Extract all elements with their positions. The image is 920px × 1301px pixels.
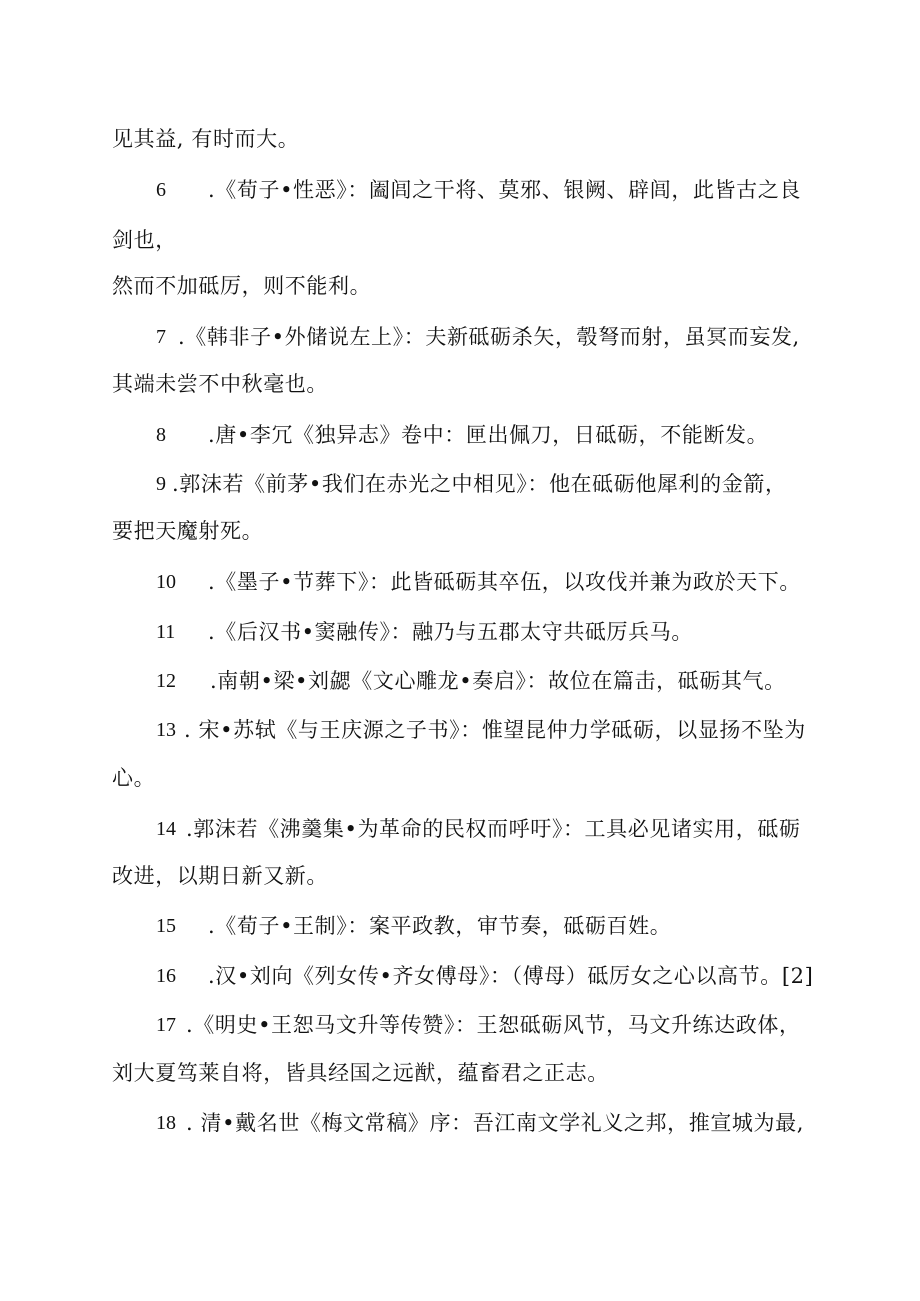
text-line: 心。	[112, 766, 156, 790]
item-text: .南朝•梁•刘勰《文心雕龙•奏启》：故位在篇击，砥砺其气。	[210, 669, 786, 693]
item-text: .《墨子•节葬下》：此皆砥砺其卒伍，以攻伐并兼为政於天下。	[208, 570, 801, 594]
text-line: 刘大夏笃莱自将，皆具经国之远猷，蕴畜君之正志。	[112, 1061, 609, 1085]
text-line: 见其益, 有时而大。	[112, 127, 300, 151]
text-line: 然而不加砥厉，则不能利。	[112, 274, 372, 298]
item-text: .唐•李冗《独异志》卷中：匣出佩刀，日砥砺，不能断发。	[208, 423, 769, 447]
item-text: .《荀子•王制》：案平政教，审节奏，砥砺百姓。	[208, 914, 672, 938]
item-text: .《韩非子•外储说左上》：夫新砥砺杀矢，彀弩而射，虽冥而妄发,	[178, 325, 800, 349]
item-number: 18	[156, 1112, 176, 1134]
text-line: 其端未尝不中秋毫也。	[112, 372, 328, 396]
text-line: 改进，以期日新又新。	[112, 864, 328, 888]
text-line: 剑也，	[112, 228, 177, 252]
item-number: 9	[156, 473, 166, 495]
text-line: 要把天魔射死。	[112, 519, 264, 543]
item-number: 11	[156, 621, 176, 643]
item-text: .《后汉书•窦融传》：融乃与五郡太守共砥厉兵马。	[208, 620, 693, 644]
item-number: 13	[156, 719, 176, 741]
item-number: 17	[156, 1014, 176, 1036]
item-number: 10	[156, 571, 176, 593]
item-text: .《明史•王恕马文升等传赞》：王恕砥砺风节，马文升练达政体，	[186, 1013, 801, 1037]
item-number: 7	[156, 326, 166, 348]
item-number: 16	[156, 965, 176, 987]
item-number: 14	[156, 818, 176, 840]
item-text: . 宋•苏轼《与王庆源之子书》：惟望昆仲力学砥砺，以显扬不坠为	[184, 718, 806, 742]
item-number: 15	[156, 915, 176, 937]
item-text: .郭沫若《沸羹集•为革命的民权而呼吁》：工具必见诸实用，砥砺	[186, 817, 801, 841]
item-number: 12	[156, 670, 176, 692]
item-text: .《荀子•性恶》：阖闾之干将、莫邪、银阙、辟闾，此皆古之良	[208, 178, 801, 202]
item-number: 8	[156, 424, 166, 446]
item-text: .汉•刘向《列女传•齐女傅母》：（傅母）砥厉女之心以高节。[2]	[208, 964, 814, 988]
item-text: .郭沫若《前茅•我们在赤光之中相见》：他在砥砺他犀利的金箭，	[172, 472, 787, 496]
item-text: . 清•戴名世《梅文常稿》序：吾江南文学礼义之邦，推宣城为最,	[186, 1111, 805, 1135]
item-number: 6	[156, 179, 166, 201]
